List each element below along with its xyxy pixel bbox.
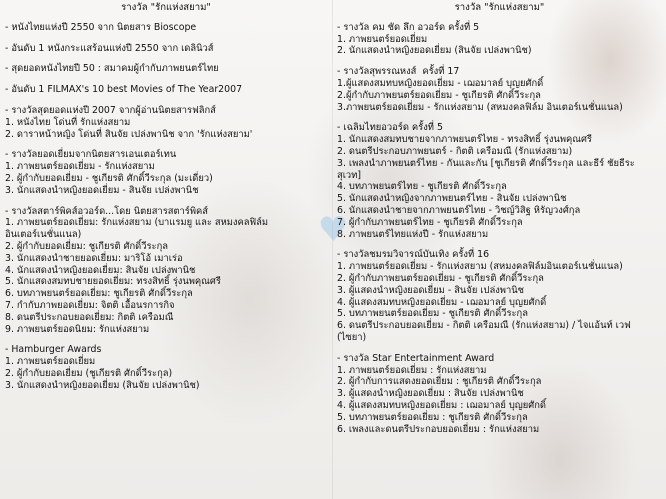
award-heading: - สุดยอดหนังไทยปี 50 : สมาคมผู้กำกับภาพยนตร์ไทย	[5, 63, 219, 75]
award-line: 5. บทภาพยนตร์ยอดเยี่ยม : ชูเกียรติ ศักดิ์วีระกุล	[337, 411, 528, 423]
award-line: 1. ภาพยนตร์ยอดเยี่ยม - รักแห่งสยาม (สหมงคลฟิล์มอินเตอร์เนชั่นแนล)	[337, 261, 623, 273]
award-heading: - รางวัลยอดเยี่ยมจากนิตยสารเอนเตอร์เทน	[5, 149, 177, 161]
award-line: 8. ดนตรีประกอบยอดเยี่ยม: กิตติ เครือมณี	[5, 311, 174, 323]
award-section	[5, 43, 327, 55]
award-line: 7. ผู้กำกับภาพยนตร์ไทย - ชูเกียรติ ศักดิ์วีระกุล	[337, 216, 523, 228]
award-line: 2.ผู้กำกับภาพยนตร์ยอดเยี่ยม - ชูเกียรติ ศักดิ์วีระกุล	[337, 89, 541, 101]
award-line: 5. บทภาพยนตร์ยอดเยี่ยม - ชูเกียรติ ศักดิ์วีระกุล	[337, 308, 528, 320]
award-line: 6. บทภาพยนตร์ยอดเยี่ยม: ชูเกียรติ ศักดิ์วีระกุล	[5, 288, 193, 300]
award-line: 8. ภาพยนตร์ไทยแห่งปี - รักแห่งสยาม	[337, 228, 489, 240]
award-section	[5, 105, 327, 140]
award-line: 2. ผู้กำกับยอดเยี่ยม: ชูเกียรติ ศักดิ์วีระกุล	[5, 240, 169, 252]
award-line: 1. หนังไทย โด่นที่ รักแห่งสยาม	[5, 116, 131, 128]
award-line: 6. ดนตรีประกอบยอดเยี่ยม - กิตติ เครือมณี (รักแห่งสยาม) / ไจแอ้นท์ เวฟ	[337, 320, 631, 332]
right-column	[337, 2, 662, 444]
award-line: 9. ภาพยนตร์ยอดนิยม: รักแห่งสยาม	[5, 323, 150, 335]
award-line: 4. บทภาพยนตร์ไทย - ชูเกียรติ ศักดิ์วีระกุล	[337, 181, 507, 193]
award-section	[5, 84, 327, 96]
award-line: 3. ผู้แสดงนำหญิงยอดเยี่ยม : สินจัย เปล่งพานิช	[337, 388, 524, 400]
award-heading: - รางวัล Star Entertainment Award	[337, 352, 495, 364]
award-line: (ไซยา)	[337, 331, 367, 343]
award-line: 6. เพลงและดนตรีประกอบยอดเยี่ยม : รักแห่งสยาม	[337, 423, 540, 435]
award-heading: - รางวัลสุดยอดแห่งปี 2007 จากผู้อ่านนิตยสารฟลิกส์	[5, 104, 216, 116]
award-line: 6. นักแสดงนำชายจากภาพยนตร์ไทย - วิชญ์วิสิฐ หิรัญวงศ์กุล	[337, 204, 581, 216]
award-line: 1. ภาพยนตร์ยอดเยี่ยม : รักแห่งสยาม	[337, 364, 487, 376]
award-line: 1. ภาพยนตร์ยอดเยี่ยม	[337, 33, 428, 45]
left-award-list	[5, 22, 327, 392]
award-section	[5, 149, 327, 196]
award-heading: - รางวัลชมรมวิจารณ์บันเทิง ครั้งที่ 16	[337, 249, 490, 261]
award-line: 2. ผู้กำกับยอดเยี่ยม (ชูเกียรติ ศักดิ์วีระกุล)	[5, 367, 173, 379]
right-column-title: รางวัล "รักแห่งสยาม"	[454, 2, 545, 13]
award-line: 3.ภาพยนตร์ยอดเยี่ยม - รักแห่งสยาม (สหมงคลฟิล์ม อินเตอร์เนชั่นแนล)	[337, 101, 623, 113]
award-heading: - Hamburger Awards	[5, 344, 102, 356]
award-line: 1.ผู้แสดงสมทบหญิงยอดเยี่ยม - เฌอมาลย์ บุญยศักดิ์	[337, 77, 544, 89]
award-line: 5. นักแสดงสมทบชายยอดเยี่ยม: ทรงสิทธิ์ รุ่งนพคุณศรี	[5, 276, 221, 288]
award-heading: - รางวัล คม ชัด ลึก อวอร์ด ครั้งที่ 5	[337, 21, 480, 33]
award-line: 3. นักแสดงนำชายยอดเยี่ยม: มาริโอ้ เมาเร่อ	[5, 252, 183, 264]
award-line: 1. ภาพยนตร์ยอดเยี่ยม	[5, 356, 96, 368]
award-line: 2. ดาราหน้าหญิง โด่นที่ สินจัย เปล่งพานิช จาก 'รักแห่งสยาม'	[5, 128, 253, 140]
award-heading: - รางวัลสุพรรณหงส์ ครั้งที่ 17	[337, 66, 460, 78]
award-line: 2. ผู้กำกับภาพยนตร์ยอดเยี่ยม - ชูเกียรติ ศักดิ์วีระกุล	[337, 272, 544, 284]
award-line: 4. ผู้แสดงสมทบหญิงยอดเยี่ยม : เฌอมาลย์ บุญยศักดิ์	[337, 399, 546, 411]
award-section	[5, 206, 327, 336]
award-section	[337, 66, 662, 113]
award-section	[337, 249, 662, 343]
award-heading: - รางวัลสตาร์พิคส์อวอร์ด...โดย นิตยสารสตาร์พิคส์	[5, 205, 209, 217]
award-heading: - หนังไทยแห่งปี 2550 จาก นิตยสาร Bioscope	[5, 21, 197, 33]
right-award-list	[337, 22, 662, 436]
award-line: 2. ดนตรีประกอบภาพยนตร์ - กิตติ เครือมณี (รักแห่งสยาม)	[337, 145, 573, 157]
award-line: อินเตอร์เนชั่นแนล)	[5, 229, 82, 241]
background-logo-watermark: ♥	[317, 209, 352, 251]
award-line: 3. นักแสดงนำหญิงยอดเยี่ยม (สินจัย เปล่งพานิช)	[5, 379, 200, 391]
award-line: 4. ผู้แสดงสมทบหญิงยอดเยี่ยม - เฌอมาลย์ บุญยศักดิ์	[337, 296, 547, 308]
award-section	[5, 63, 327, 75]
award-line: 1. นักแสดงสมทบชายจากภาพยนตร์ไทย - ทรงสิทธิ์ รุ่งนพคุณศรี	[337, 134, 592, 146]
award-heading: - อันดับ 1 หนังกระแสร้อนแห่งปี 2550 จาก เดลินิวส์	[5, 42, 214, 54]
award-section	[337, 22, 662, 57]
award-line: 1. ภาพยนตร์ยอดเยี่ยม - รักแห่งสยาม	[5, 161, 155, 173]
award-line: 2. ผู้กำกับยอดเยี่ยม - ชูเกียรติ ศักดิ์วีระกุล (มะเดี่ยว)	[5, 172, 213, 184]
award-line: 3. เพลงนำภาพยนตร์ไทย - กันและกัน [ชูเกียรติ ศักดิ์วีระกุล และธีร์ ชัยธีระ	[337, 157, 635, 169]
left-column	[5, 2, 327, 401]
award-line: 7. กำกับภาพยอดเยี่ยม: จิตติ เอื้อนรการกิจ	[5, 299, 175, 311]
left-column-title: รางวัล "รักแห่งสยาม"	[121, 2, 211, 13]
award-heading: - เฉลิมไทยอวอร์ด ครั้งที่ 5	[337, 122, 443, 134]
award-heading: - อันดับ 1 FILMAX's 10 best Movies of The Year2007	[5, 84, 243, 96]
award-section	[5, 22, 327, 34]
award-line: 2. ผู้กำกับการแสดงยอดเยี่ยม : ชูเกียรติ ศักดิ์วีระกุล	[337, 376, 542, 388]
award-line: 3. นักแสดงนำหญิงยอดเยี่ยม - สินจัย เปล่งพานิช	[5, 184, 199, 196]
award-line: 1. ภาพยนตร์ยอดเยี่ยม: รักแห่งสยาม (บาแรมยู และ สหมงคลฟิล์ม	[5, 217, 269, 229]
award-line: สุเวท]	[337, 169, 362, 181]
award-section	[5, 344, 327, 391]
award-line: 5. นักแสดงนำหญิงจากภาพยนตร์ไทย - สินจัย เปล่งพานิช	[337, 193, 567, 205]
award-section	[337, 122, 662, 240]
award-line: 3. ผู้แสดงนำหญิงยอดเยี่ยม - สินจัย เปล่งพานิช	[337, 284, 524, 296]
award-line: 4. นักแสดงนำหญิงยอดเยี่ยม: สินจัย เปล่งพานิช	[5, 264, 196, 276]
award-section	[337, 353, 662, 436]
award-line: 2. นักแสดงนำหญิงยอดเยี่ยม (สินจัย เปล่งพานิช)	[337, 45, 532, 57]
